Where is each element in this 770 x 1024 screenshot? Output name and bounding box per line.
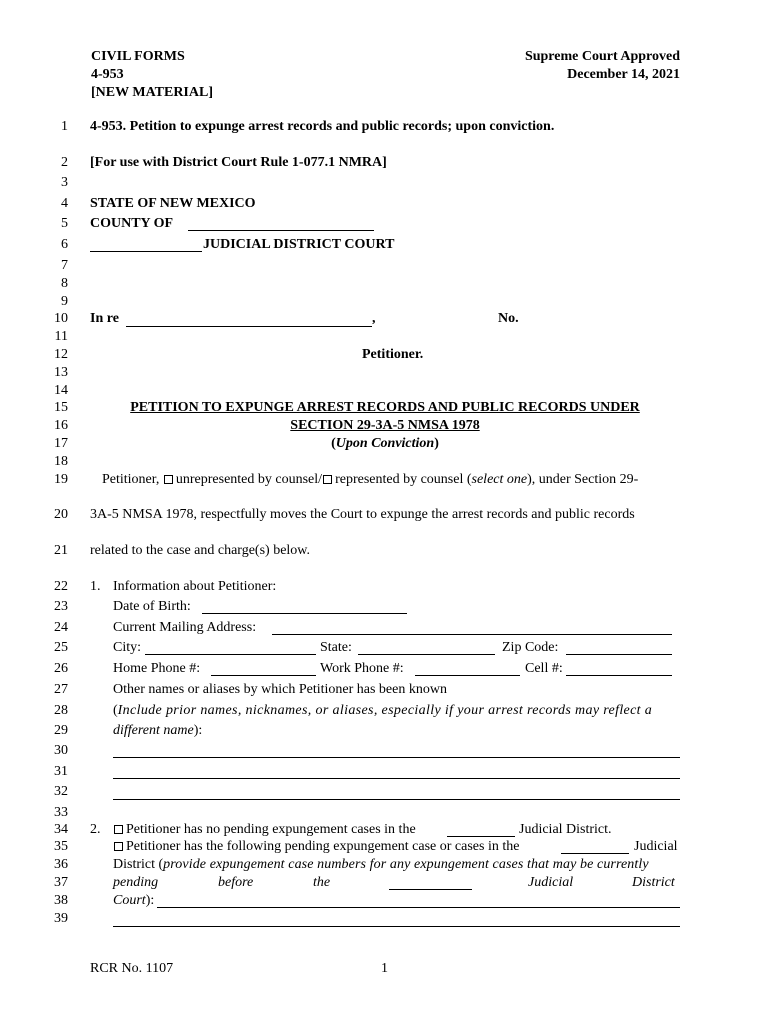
line-number: 19 [54, 472, 68, 487]
line-number: 29 [54, 723, 68, 738]
represented-checkbox[interactable] [323, 475, 332, 484]
pending-word: pending [113, 875, 159, 890]
section2-line5 [113, 893, 154, 909]
aliases-blank-2[interactable] [113, 778, 680, 779]
state-label: STATE OF NEW MEXICO [90, 196, 256, 211]
line-number: 2 [61, 155, 68, 170]
court-word: Court [113, 893, 146, 908]
intro-select-one: select one [471, 472, 528, 487]
line-number: 11 [54, 329, 68, 344]
aliases-note-line2 [113, 723, 202, 739]
header-form-type: CIVIL FORMS [91, 49, 185, 64]
has-pending-end: Judicial [634, 839, 678, 854]
aliases-blank-3[interactable] [113, 799, 680, 800]
line-number: 33 [54, 805, 68, 820]
mailing-address-blank[interactable] [272, 634, 672, 635]
in-re-label: In re [90, 311, 119, 326]
has-pending-district-blank[interactable] [561, 853, 629, 854]
header-approval: Supreme Court Approved [524, 49, 680, 64]
in-re-blank[interactable] [126, 326, 372, 327]
zip-label: Zip Code: [502, 640, 559, 655]
cell-blank[interactable] [566, 675, 672, 676]
home-phone-label: Home Phone #: [113, 661, 201, 676]
line-number: 36 [54, 857, 68, 872]
section2-line3 [113, 857, 649, 873]
intro-unrepresented: unrepresented by counsel/ [175, 472, 323, 487]
city-blank[interactable] [145, 654, 316, 655]
has-pending-text: Petitioner has the following pending expungement case or cases in the [126, 839, 520, 854]
district-open: District ( [113, 857, 164, 872]
the-word: the [313, 875, 331, 890]
state-field-label: State: [320, 640, 352, 655]
line-number: 15 [54, 400, 68, 415]
court-label: JUDICIAL DISTRICT COURT [203, 237, 395, 252]
line-number: 22 [54, 579, 68, 594]
line-number: 8 [61, 276, 68, 291]
line-number: 10 [54, 311, 68, 326]
line-number: 32 [54, 784, 68, 799]
line-number: 4 [61, 196, 68, 211]
intro-petitioner: Petitioner, [102, 472, 160, 487]
section2-number: 2. [90, 822, 101, 837]
line-number: 16 [54, 418, 68, 433]
cell-label: Cell #: [525, 661, 563, 676]
no-pending-end: Judicial District. [519, 822, 612, 837]
case-number-label: No. [498, 311, 519, 326]
section1-number: 1. [90, 579, 101, 594]
aliases-note2-text: different name [113, 723, 194, 738]
intro-section: ), under Section 29- [527, 472, 639, 487]
pending-district-blank[interactable] [389, 889, 472, 890]
rule-note: [For use with District Court Rule 1-077.1 NMRA] [90, 155, 387, 170]
provide-case-numbers: provide expungement case numbers for any expungement cases that may be currently [163, 857, 649, 872]
heading3-text: Upon Conviction [335, 436, 435, 451]
no-pending-checkbox[interactable] [114, 825, 123, 834]
section2-line1 [113, 822, 416, 838]
line-number: 39 [54, 911, 68, 926]
home-phone-blank[interactable] [211, 675, 316, 676]
aliases-blank-1[interactable] [113, 757, 680, 758]
petitioner-label: Petitioner. [362, 347, 424, 362]
work-phone-label: Work Phone #: [320, 661, 404, 676]
has-pending-checkbox[interactable] [114, 842, 123, 851]
no-pending-text: Petitioner has no pending expungement cases in the [126, 822, 416, 837]
petition-heading-line3 [90, 436, 680, 452]
county-blank[interactable] [188, 230, 374, 231]
court-close: ): [145, 893, 155, 908]
aliases-label: Other names or aliases by which Petitioner has been known [113, 682, 447, 697]
header-material-note: [NEW MATERIAL] [91, 85, 213, 100]
aliases-note [113, 703, 652, 719]
intro-line3: related to the case and charge(s) below. [90, 543, 311, 558]
line-number: 6 [61, 237, 68, 252]
unrepresented-checkbox[interactable] [164, 475, 173, 484]
line-number: 7 [61, 258, 68, 273]
district-word: District [632, 875, 675, 890]
aliases-note-text: Include prior names, nicknames, or aliases, especially if your arrest records may reflect a [117, 703, 653, 718]
line-number: 23 [54, 599, 68, 614]
line-number: 20 [54, 507, 68, 522]
line-number: 5 [61, 216, 68, 231]
line-number: 13 [54, 365, 68, 380]
city-label: City: [113, 640, 142, 655]
intro-line2: 3A-5 NMSA 1978, respectfully moves the Court to expunge the arrest records and public records [90, 507, 635, 522]
heading3-open: ( [331, 436, 336, 451]
line-number: 18 [54, 454, 68, 469]
state-blank[interactable] [358, 654, 495, 655]
line-number: 9 [61, 294, 68, 309]
section2-line2 [113, 839, 519, 855]
line-number: 31 [54, 764, 68, 779]
line-number: 24 [54, 620, 68, 635]
in-re-comma: , [372, 311, 376, 326]
district-blank[interactable] [90, 251, 202, 252]
intro-line1 [102, 472, 638, 488]
line-number: 28 [54, 703, 68, 718]
header-right [525, 48, 680, 84]
judicial-word: Judicial [528, 875, 574, 890]
zip-blank[interactable] [566, 654, 672, 655]
aliases-note-open: ( [113, 703, 118, 718]
line-number: 21 [54, 543, 68, 558]
pending-cases-blank-1[interactable] [157, 907, 680, 908]
line-number: 25 [54, 640, 68, 655]
line-number: 14 [54, 383, 68, 398]
line-number: 38 [54, 893, 68, 908]
heading3-close: ) [434, 436, 439, 451]
dob-label: Date of Birth: [113, 599, 191, 614]
work-phone-blank[interactable] [415, 675, 520, 676]
line-number: 30 [54, 743, 68, 758]
mailing-address-label: Current Mailing Address: [113, 620, 257, 635]
line-number: 27 [54, 682, 68, 697]
page-number: 1 [381, 961, 388, 976]
line-number: 35 [54, 839, 68, 854]
dob-blank[interactable] [202, 613, 407, 614]
intro-represented: represented by counsel ( [335, 472, 472, 487]
line-number: 3 [61, 175, 68, 190]
petition-heading-line1: PETITION TO EXPUNGE ARREST RECORDS AND PUBLIC RECORDS UNDER [130, 400, 640, 415]
section1-title: Information about Petitioner: [113, 579, 277, 594]
form-title: 4-953. Petition to expunge arrest records and public records; upon conviction. [90, 119, 555, 134]
line-number: 34 [54, 822, 68, 837]
no-pending-district-blank[interactable] [447, 836, 515, 837]
petition-heading-line2: SECTION 29-3A-5 NMSA 1978 [290, 418, 480, 433]
header-left [91, 48, 213, 102]
county-label: COUNTY OF [90, 216, 174, 231]
line-number: 37 [54, 875, 68, 890]
line-number: 1 [61, 119, 68, 134]
line-number: 12 [54, 347, 68, 362]
pending-cases-blank-2[interactable] [113, 926, 680, 927]
header-form-number: 4-953 [91, 67, 124, 82]
aliases-note2-close: ): [193, 723, 203, 738]
rcr-number: RCR No. 1107 [90, 961, 174, 976]
line-number: 26 [54, 661, 68, 676]
line-number: 17 [54, 436, 68, 451]
header-date: December 14, 2021 [567, 67, 680, 82]
before-word: before [218, 875, 254, 890]
